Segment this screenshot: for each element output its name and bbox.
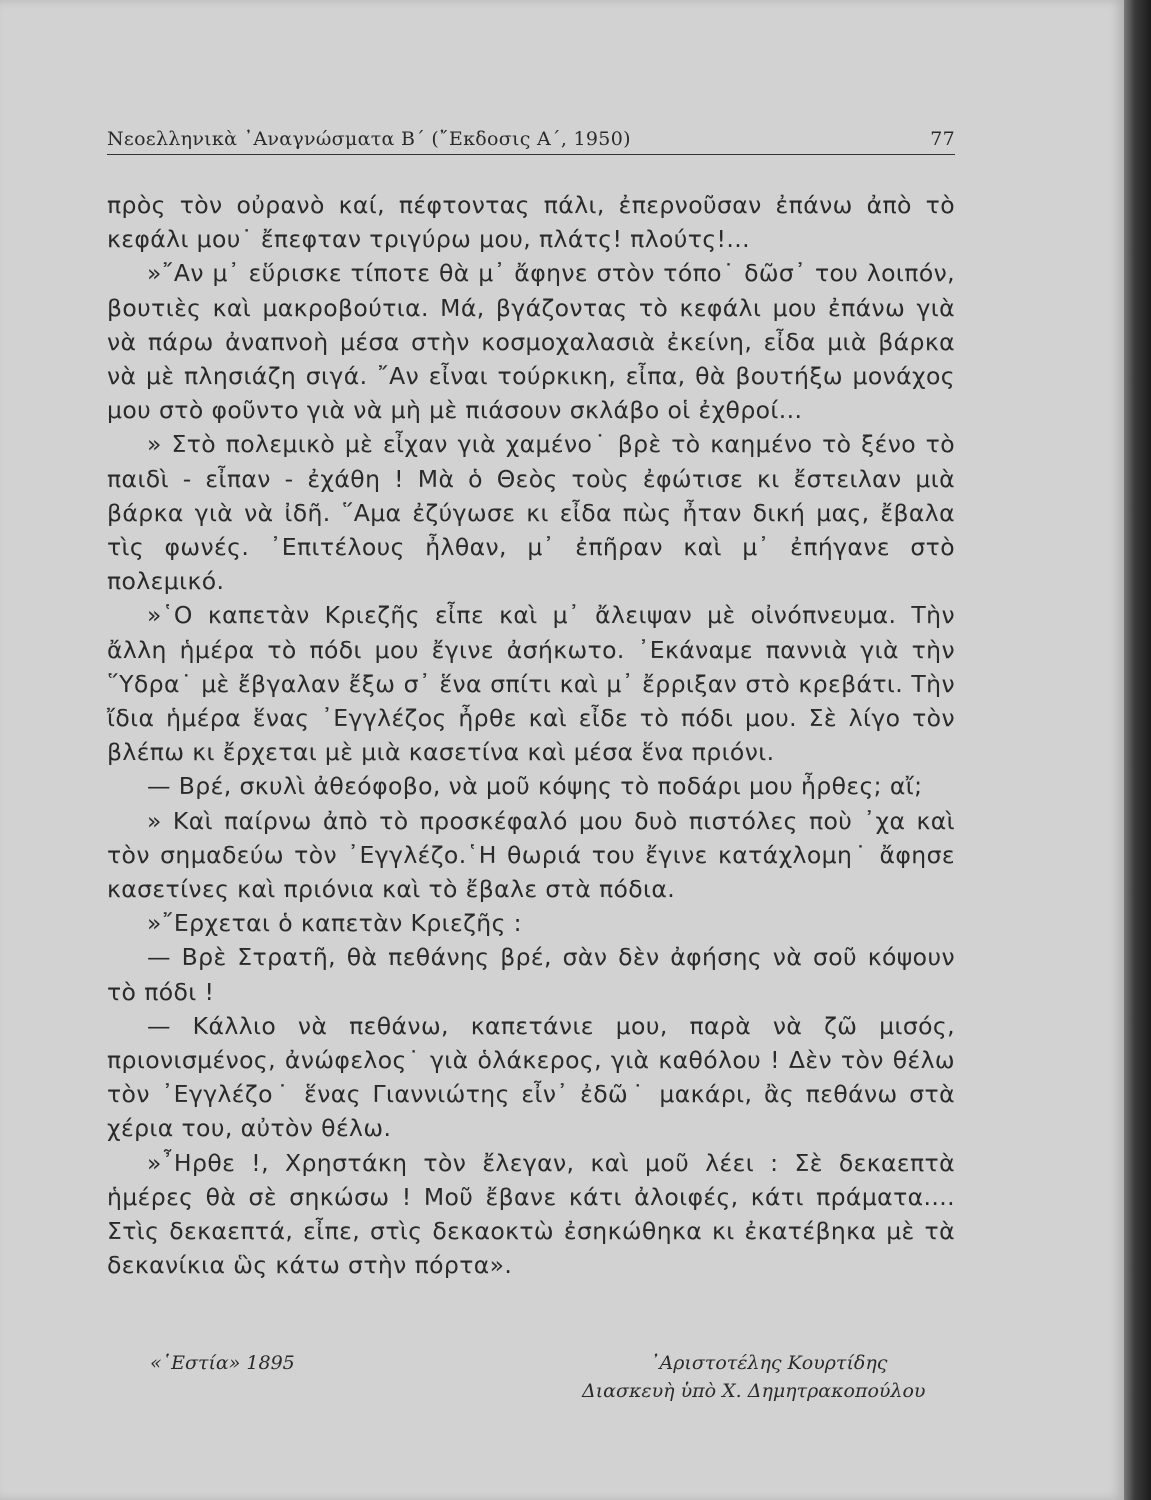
paragraph: »῎Ερχεται ὁ καπετὰν Κριεζῆς :	[147, 909, 522, 938]
paragraph: »῏Ηρθε !, Χρηστάκη τὸν ἔλεγαν, καὶ μοῦ λέει : Σὲ δεκαεπτὰ ἡμέρες θὰ σὲ σηκώσω ! Μοῦ ἔβανε κάτι ἀλοιφές, κάτι πράματα.... Στὶς δεκαεπτά, εἶπε, στὶς δεκαοκτὼ ἐσηκώθηκα κι ἐκατέβηκα μὲ τὰ δεκανίκια ὣς κάτω στὴν πόρτα».	[107, 1148, 955, 1280]
body-text	[107, 188, 955, 1283]
paragraph: — Βρὲ Στρατῆ, θὰ πεθάνης βρέ, σὰν δὲν ἀφήσης νὰ σοῦ κόψουν τὸ πόδι !	[107, 943, 955, 1006]
paragraph: — Κάλλιο νὰ πεθάνω, καπετάνιε μου, παρὰ νὰ ζῶ μισός, πριονισμένος, ἀνώφελος˙ γιὰ ὁλάκερος, γιὰ καθόλου ! Δὲν τὸν θέλω τὸν ᾿Εγγλέζο˙ ἕνας Γιαννιώτης εἶν᾿ ἐδῶ˙ μακάρι, ἂς πεθάνω στὰ χέρια του, αὐτὸν θέλω.	[107, 1011, 955, 1143]
page-edge	[1124, 0, 1151, 1500]
paragraph: » Καὶ παίρνω ἀπὸ τὸ προσκέφαλό μου δυὸ πιστόλες ποὺ ᾿χα καὶ τὸν σημαδεύω τὸν ᾿Εγγλέζο.῾Η θωριά του ἔγινε κατάχλομη˙ ἄφησε κασετίνες καὶ πριόνια καὶ τὸ ἔβαλε στὰ πόδια.	[107, 806, 955, 904]
paragraph: »῎Αν μ᾿ εὕρισκε τίποτε θὰ μ᾿ ἄφηνε στὸν τόπο˙ δῶσ᾿ του λοιπόν, βουτιὲς καὶ μακροβούτια. Μά, βγάζοντας τὸ κεφάλι μου ἐπάνω γιὰ νὰ πάρω ἀναπνοὴ μέσα στὴν κοσμοχαλασιὰ ἐκείνη, εἶδα μιὰ βάρκα νὰ μὲ πλησιάζη σιγά. ῎Αν εἶναι τούρκικη, εἶπα, θὰ βουτήξω μονάχος μου στὸ φοῦντο γιὰ νὰ μὴ μὲ πιάσουν σκλάβο οἱ ἐχθροί...	[107, 259, 955, 425]
paragraph: — Βρέ, σκυλὶ ἀθεόφοβο, νὰ μοῦ κόψης τὸ ποδάρι μου ἦρθες; αἴ;	[147, 772, 923, 801]
source-citation: «῾Εστία» 1895	[150, 1352, 295, 1374]
adaptation-credit: Διασκευὴ ὑπὸ Χ. Δημητρακοπούλου	[582, 1380, 926, 1402]
running-header	[107, 128, 955, 155]
page-number: 77	[930, 128, 955, 150]
author-name: ᾿Αριστοτέλης Κουρτίδης	[650, 1352, 888, 1374]
paragraph: » Στὸ πολεμικὸ μὲ εἶχαν γιὰ χαμένο˙ βρὲ τὸ καημένο τὸ ξένο τὸ παιδὶ - εἶπαν - ἐχάθη ! Μὰ ὁ Θεὸς τοὺς ἐφώτισε κι ἔστειλαν μιὰ βάρκα γιὰ νὰ ἰδῆ. ῞Αμα ἐζύγωσε κι εἶδα πὼς ἦταν δική μας, ἔβαλα τὶς φωνές. ᾿Επιτέλους ἦλθαν, μ᾿ ἐπῆραν καὶ μ᾿ ἐπήγανε στὸ πολεμικό.	[107, 430, 955, 596]
paragraph: πρὸς τὸν οὐρανὸ καί, πέφτοντας πάλι, ἐπερνοῦσαν ἐπάνω ἀπὸ τὸ κεφάλι μου˙ ἔπεφταν τριγύρω μου, πλάτς! πλούτς!...	[107, 191, 955, 254]
header-title: Νεοελληνικὰ ᾿Αναγνώσματα Β΄ (῎Εκδοσις Α΄, 1950)	[107, 128, 631, 150]
paragraph: »῾Ο καπετὰν Κριεζῆς εἶπε καὶ μ᾿ ἄλειψαν μὲ οἰνόπνευμα. Τὴν ἄλλη ἡμέρα τὸ πόδι μου ἔγινε ἀσήκωτο. ᾿Εκάναμε παννιὰ γιὰ τὴν ῞Υδρα˙ μὲ ἔβγαλαν ἔξω σ᾿ ἕνα σπίτι καὶ μ᾿ ἔρριξαν στὸ κρεβάτι. Τὴν ἴδια ἡμέρα ἕνας ᾿Εγγλέζος ἦρθε καὶ εἶδε τὸ πόδι μου. Σὲ λίγο τὸν βλέπω κι ἔρχεται μὲ μιὰ κασετίνα καὶ μέσα ἕνα πριόνι.	[107, 601, 955, 767]
